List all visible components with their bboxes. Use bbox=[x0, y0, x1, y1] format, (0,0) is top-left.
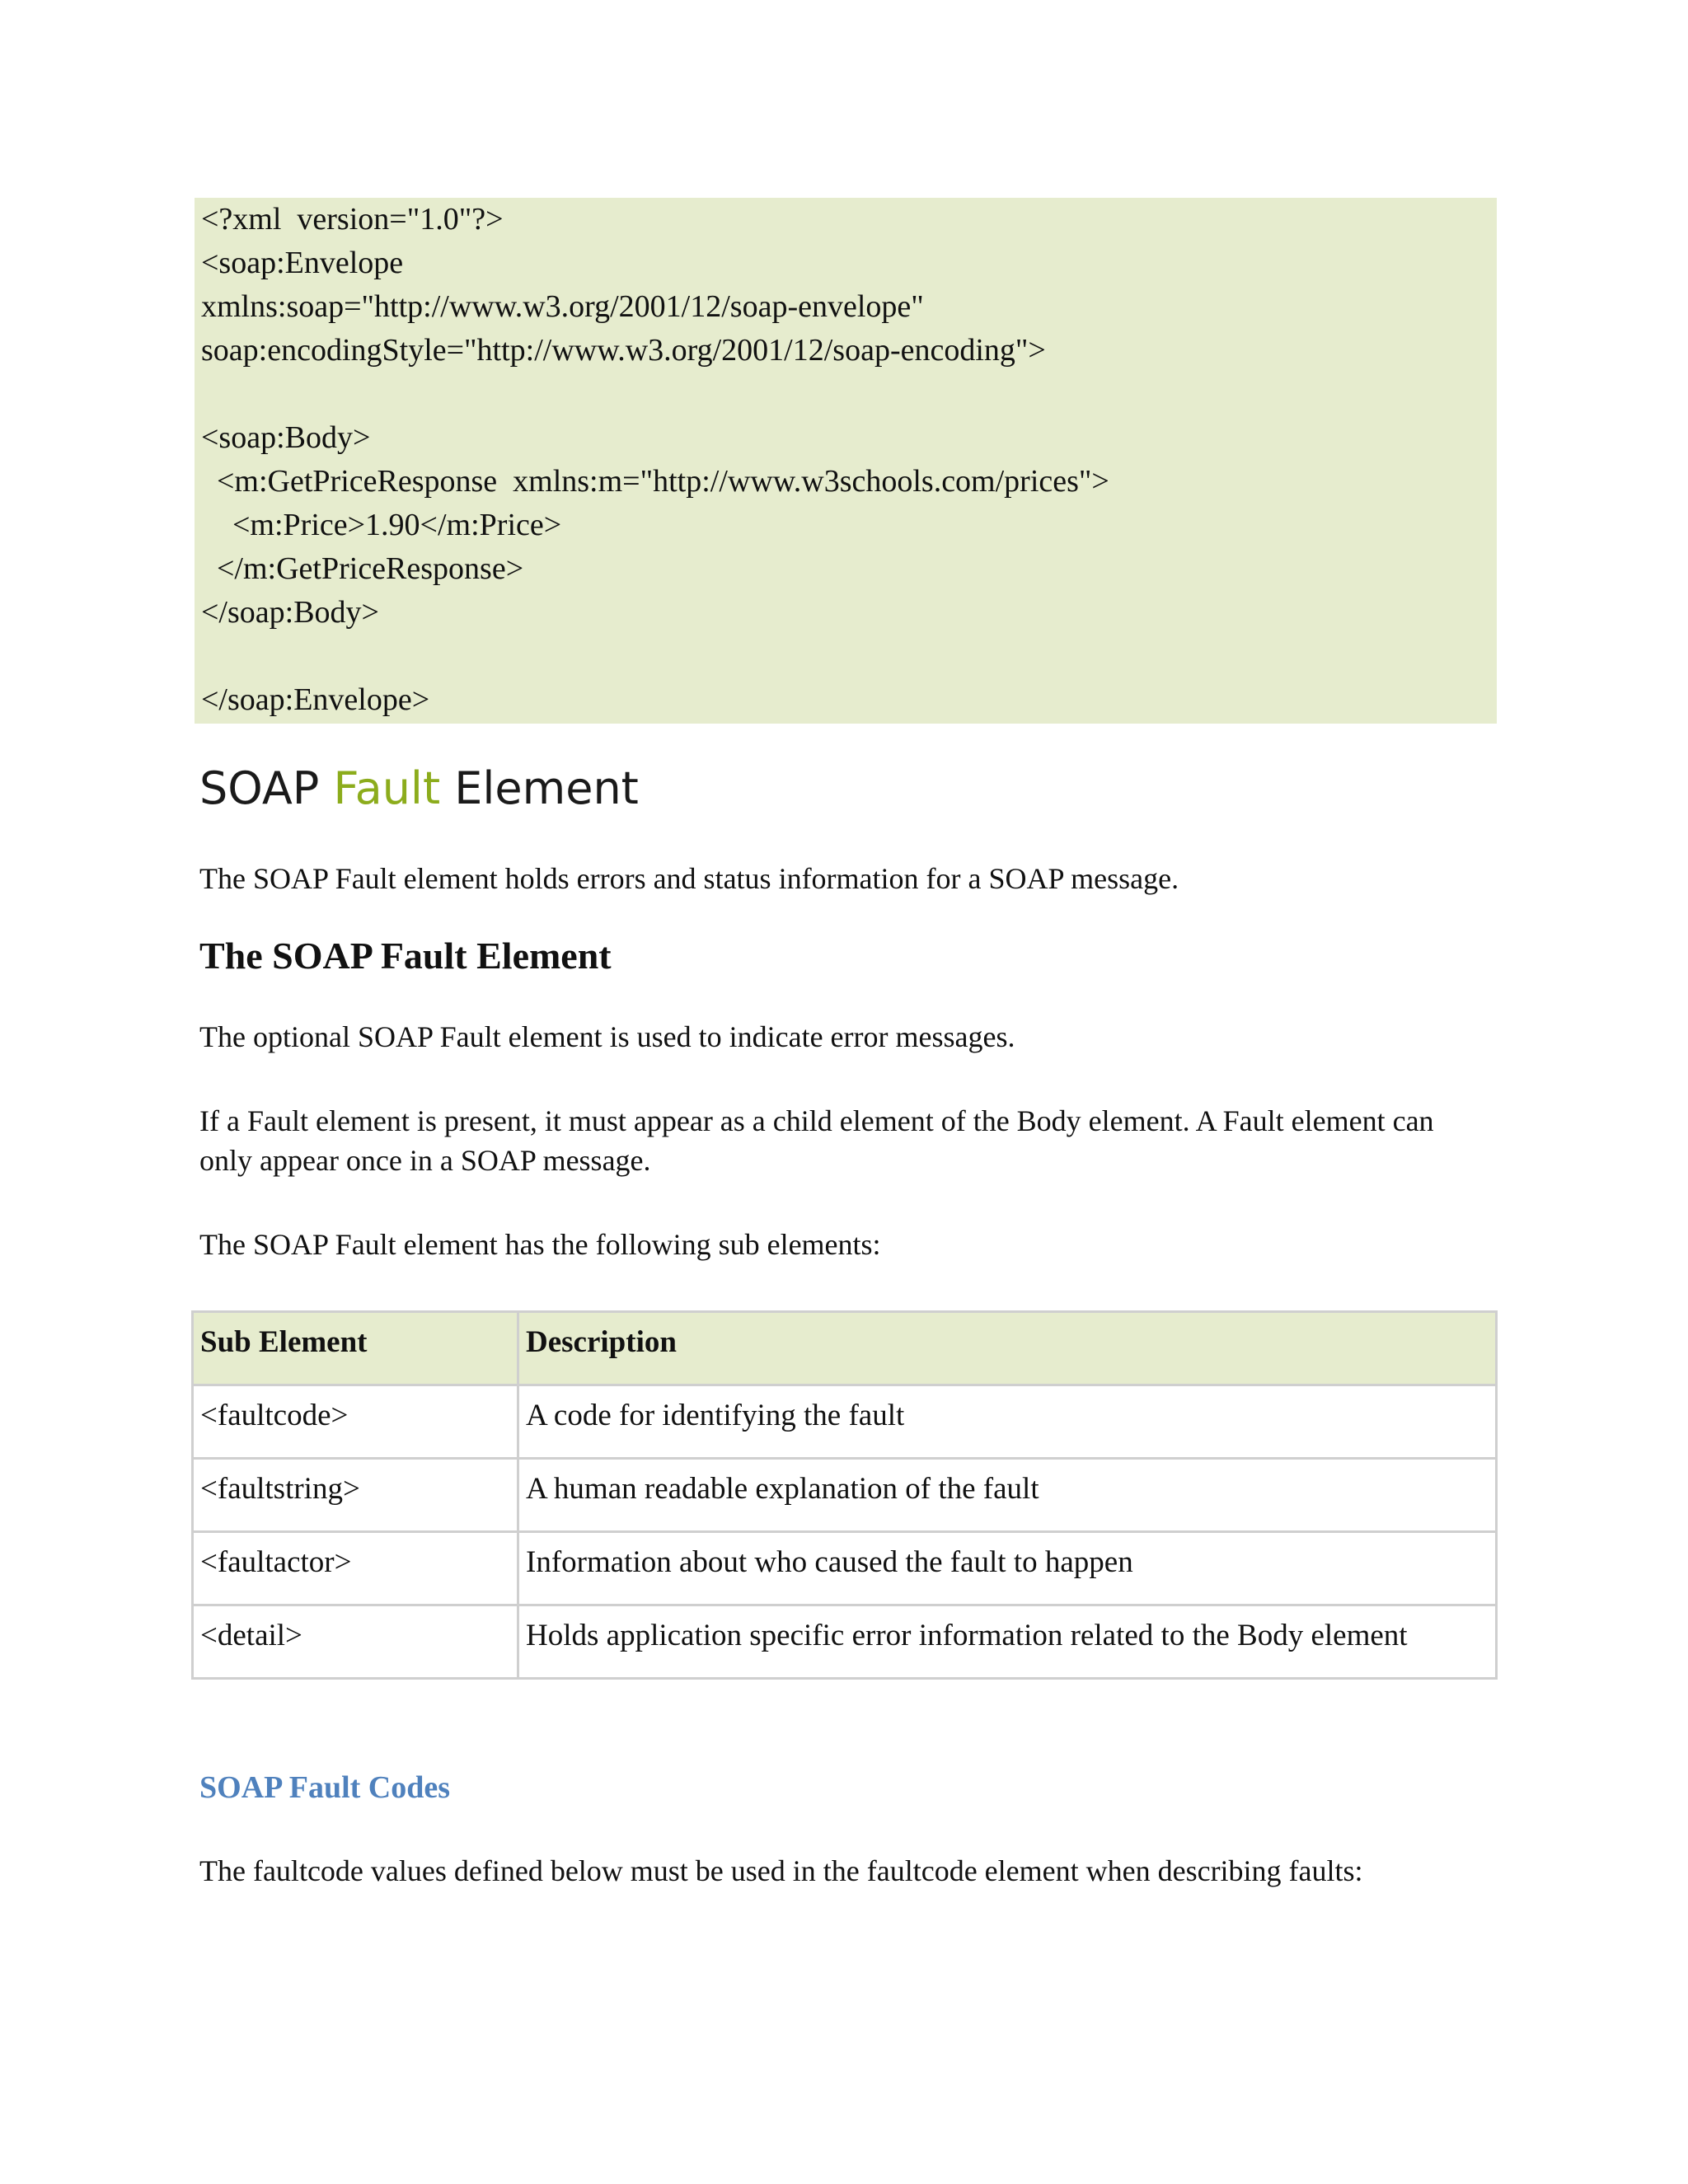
table-cell: Holds application specific error information related to the Body element bbox=[518, 1605, 1497, 1679]
table-row bbox=[193, 1532, 1497, 1605]
code-line: xmlns:soap="http://www.w3.org/2001/12/soap-envelope" bbox=[201, 289, 924, 324]
paragraph-sub-elements: The SOAP Fault element has the following sub elements: bbox=[199, 1228, 881, 1261]
code-line bbox=[201, 635, 1497, 678]
section-title bbox=[199, 760, 639, 818]
table-header-cell: Sub Element bbox=[193, 1312, 518, 1385]
code-line: <?xml version="1.0"?> bbox=[201, 202, 504, 237]
fault-codes-paragraph: The faultcode values defined below must be used in the faultcode element when describing faults: bbox=[199, 1854, 1363, 1887]
sub-elements-table bbox=[191, 1310, 1498, 1680]
code-line: <soap:Envelope bbox=[201, 246, 404, 280]
table-cell: A human readable explanation of the fault bbox=[518, 1459, 1497, 1532]
table-row bbox=[193, 1385, 1497, 1459]
code-line: soap:encodingStyle="http://www.w3.org/2001/12/soap-encoding"> bbox=[201, 333, 1046, 368]
code-line: </soap:Body> bbox=[201, 595, 379, 630]
table-cell: <faultactor> bbox=[193, 1532, 518, 1605]
code-block bbox=[195, 198, 1497, 724]
code-line: <soap:Body> bbox=[201, 420, 371, 455]
table-cell: Information about who caused the fault to happen bbox=[518, 1532, 1497, 1605]
subheading: The SOAP Fault Element bbox=[199, 935, 612, 977]
code-line: </soap:Envelope> bbox=[201, 682, 430, 717]
section-title-part1: SOAP bbox=[199, 762, 334, 814]
code-line: <m:GetPriceResponse xmlns:m="http://www.w3schools.com/prices"> bbox=[201, 464, 1109, 499]
table-header-cell: Description bbox=[518, 1312, 1497, 1385]
code-line bbox=[201, 373, 1497, 416]
code-line: <m:Price>1.90</m:Price> bbox=[201, 508, 562, 542]
table-header-row bbox=[193, 1312, 1497, 1385]
section-title-accent: Fault bbox=[333, 762, 441, 814]
intro-paragraph: The SOAP Fault element holds errors and status information for a SOAP message. bbox=[199, 862, 1179, 895]
code-line: </m:GetPriceResponse> bbox=[201, 551, 524, 586]
table-cell: <faultstring> bbox=[193, 1459, 518, 1532]
table-cell: <faultcode> bbox=[193, 1385, 518, 1459]
table-row bbox=[193, 1605, 1497, 1679]
section-title-part2: Element bbox=[440, 762, 639, 814]
table-cell: <detail> bbox=[193, 1605, 518, 1679]
table-row bbox=[193, 1459, 1497, 1532]
fault-codes-heading: SOAP Fault Codes bbox=[199, 1770, 451, 1805]
table-cell: A code for identifying the fault bbox=[518, 1385, 1497, 1459]
paragraph-optional: The optional SOAP Fault element is used to indicate error messages. bbox=[199, 1020, 1015, 1053]
paragraph-fault-presence: If a Fault element is present, it must appear as a child element of the Body element. A Fault element can only appear once in a SOAP message. bbox=[199, 1104, 1434, 1177]
